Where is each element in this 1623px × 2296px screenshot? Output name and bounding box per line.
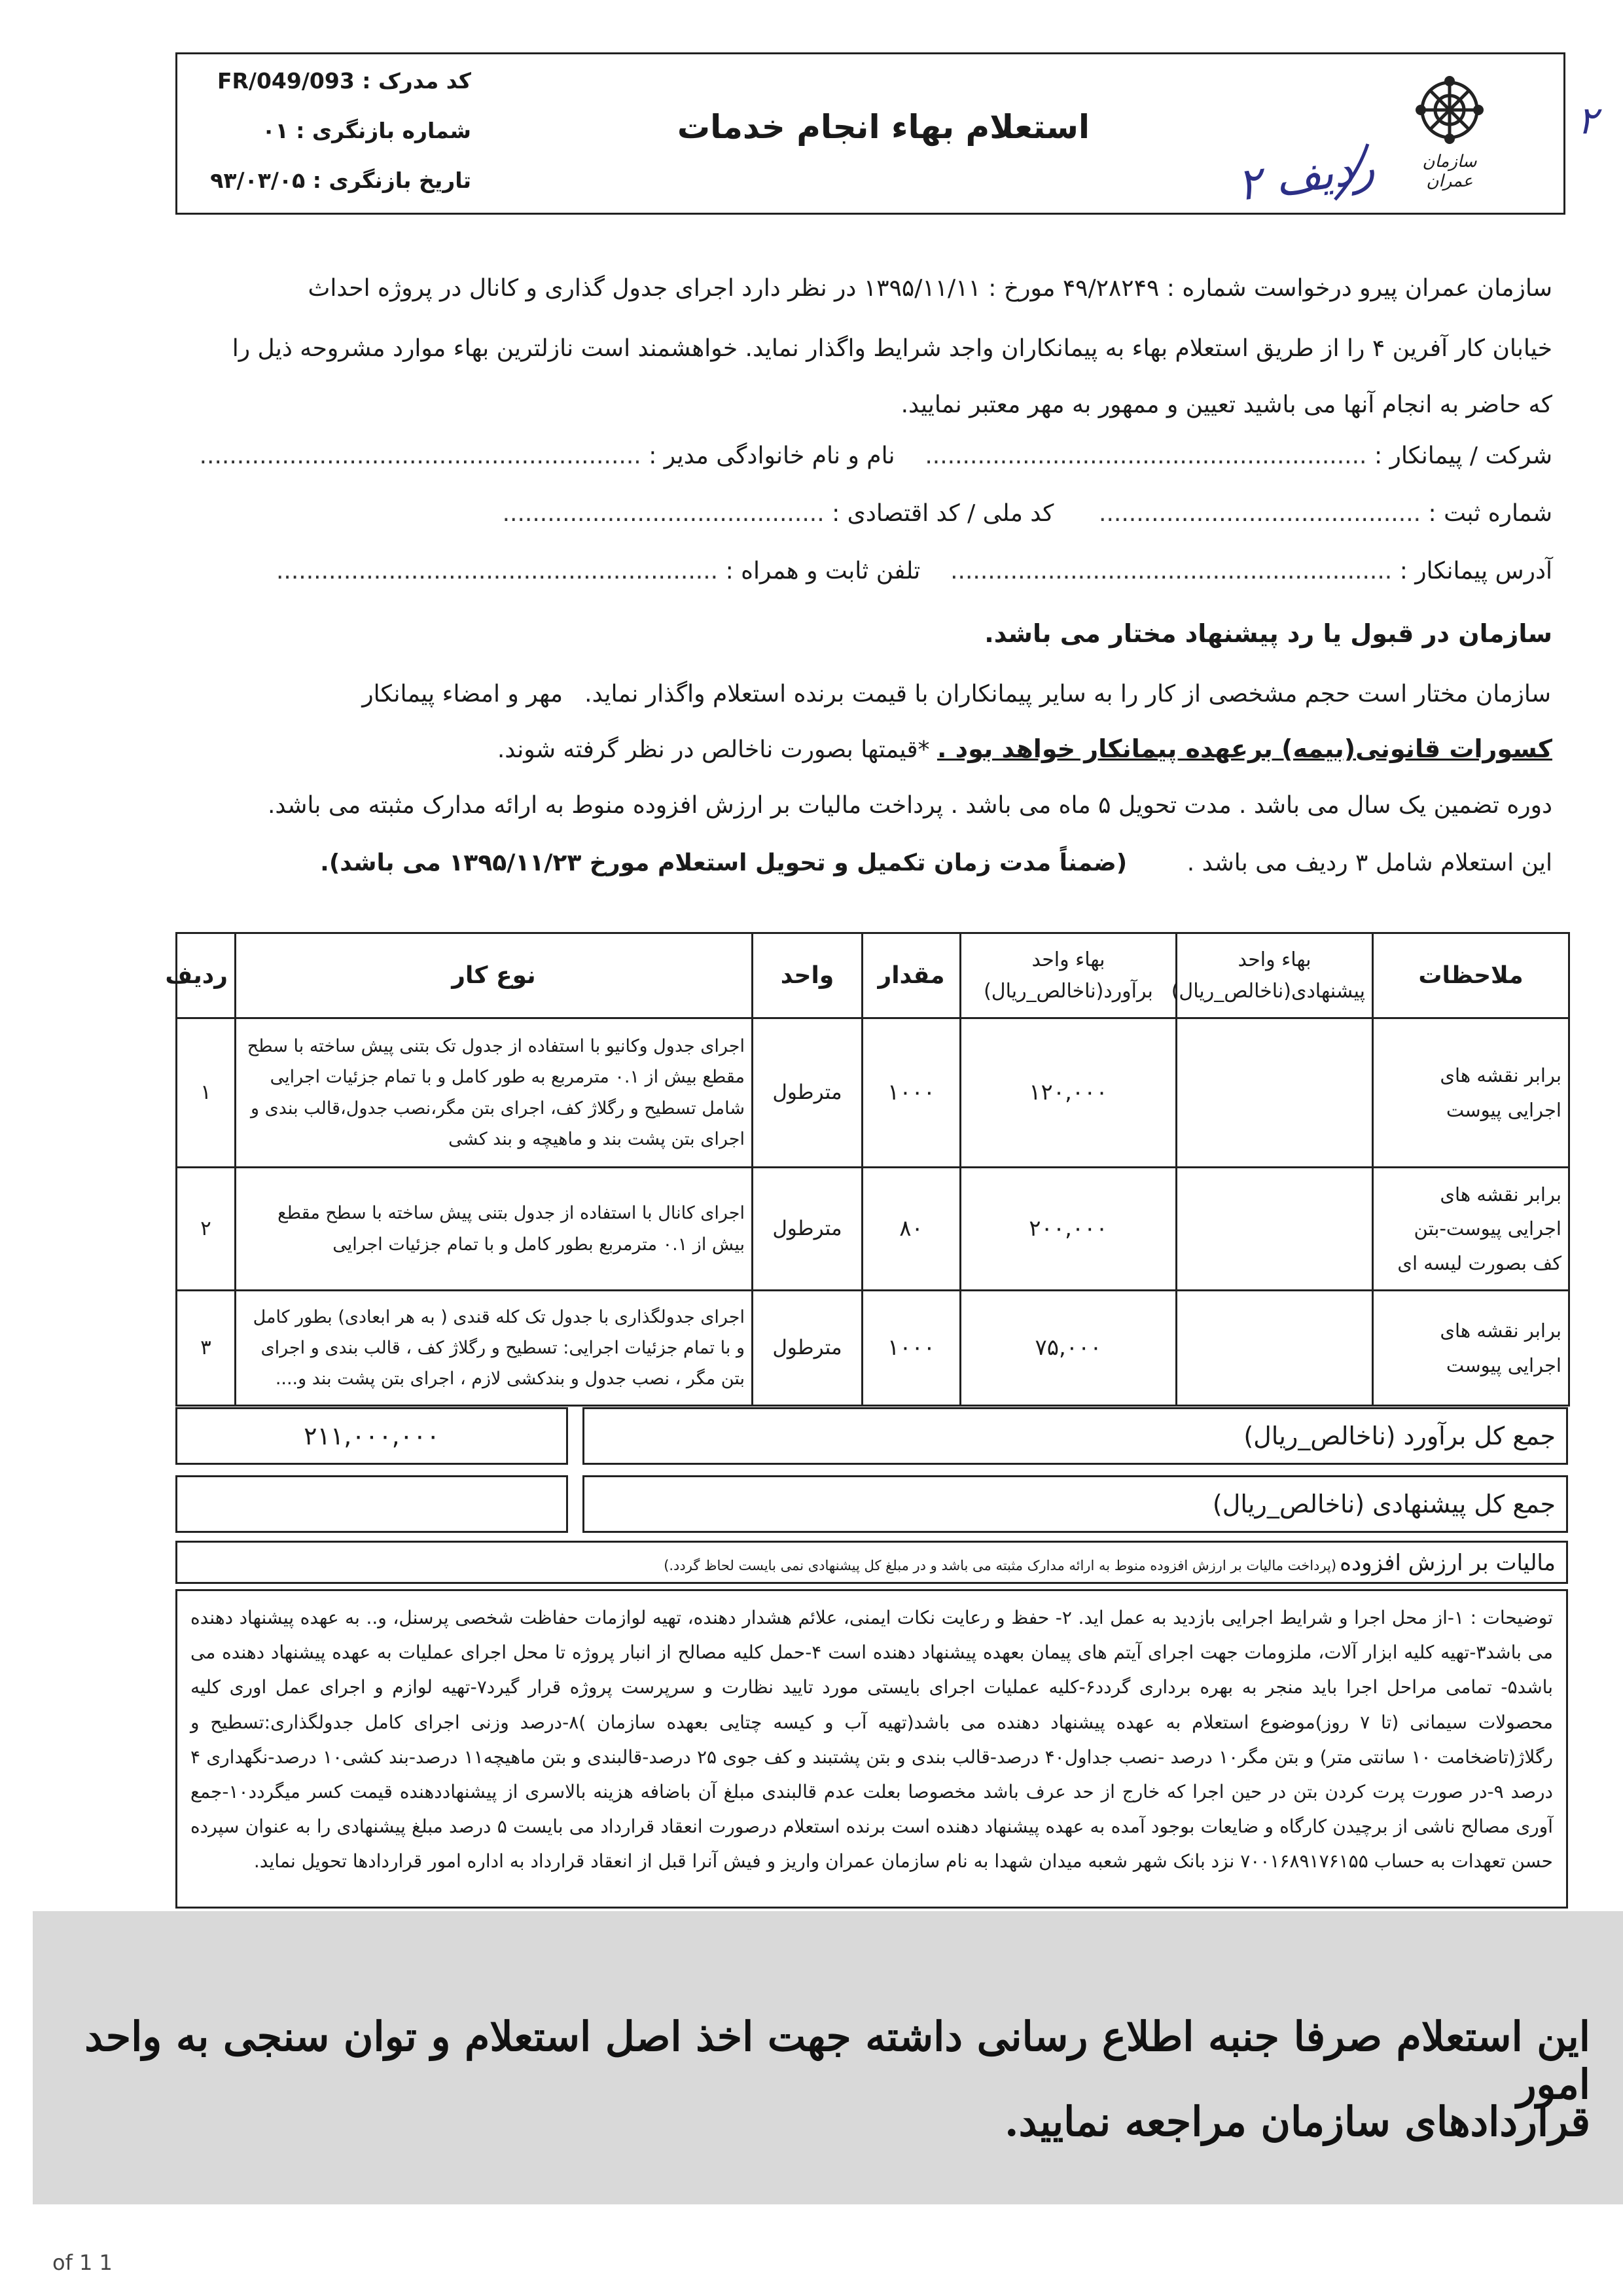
handwritten-corner-note: ۲ bbox=[1577, 98, 1598, 143]
deductions-bold: کسورات قانونی(بیمه) برعهده پیمانکار خواهد بود . bbox=[937, 734, 1552, 763]
phone-field[interactable]: ........................................................... bbox=[276, 558, 719, 584]
company-row bbox=[175, 442, 1552, 469]
table-row bbox=[177, 1168, 1569, 1291]
registration-field[interactable]: ........................................... bbox=[1099, 500, 1421, 527]
company-label: شرکت / پیمانکار : bbox=[1374, 442, 1552, 469]
revision-line bbox=[196, 118, 471, 143]
company-field[interactable]: ........................................................... bbox=[925, 442, 1367, 469]
accept-reject-clause: سازمان در قبول یا رد پیشنهاد مختار می باشد. bbox=[984, 619, 1552, 648]
rows-count-text: این استعلام شامل ۳ ردیف می باشد . bbox=[1186, 850, 1552, 876]
handwritten-row-note: ردیف ۲ bbox=[1234, 141, 1378, 212]
col-notes-header: ملاحظات bbox=[1373, 933, 1569, 1018]
logo-caption: سازمان عمران bbox=[1422, 152, 1477, 191]
revision-date-value: ۹۳/۰۳/۰۵ bbox=[210, 168, 306, 193]
row-est-price: ۲۰۰,۰۰۰ bbox=[961, 1168, 1177, 1291]
col-qty-header: مقدار bbox=[863, 933, 961, 1018]
total-offer-value[interactable] bbox=[175, 1475, 568, 1533]
table-header-row bbox=[177, 933, 1569, 1018]
items-table bbox=[165, 932, 1570, 1407]
address-field[interactable]: ........................................................... bbox=[950, 558, 1393, 584]
row-number: ۲ bbox=[177, 1168, 236, 1291]
phone-label: تلفن ثابت و همراه : bbox=[725, 558, 921, 584]
handwritten-stroke-icon bbox=[1322, 141, 1381, 206]
col-row-header: ردیف bbox=[177, 933, 236, 1018]
revision-value: ۰۱ bbox=[262, 118, 289, 143]
revision-date-label: تاریخ بازنگری : bbox=[312, 168, 471, 193]
row-unit: مترطول bbox=[753, 1168, 863, 1291]
row-est-price: ۷۵,۰۰۰ bbox=[961, 1291, 1177, 1406]
row-notes: برابر نقشه های اجرایی پیوست-بتن کف بصورت لیسه ای bbox=[1373, 1168, 1569, 1291]
intro-line-3: که حاضر به انجام آنها می باشید تعیین و ممهور به مهر معتبر نمایید. bbox=[901, 391, 1552, 418]
doc-code-label: کد مدرک : bbox=[362, 68, 471, 94]
col-offer-price-header: بهاء واحد پیشنهادی(ناخالص_ریال) bbox=[1177, 933, 1373, 1018]
document-title: استعلام بهاء انجام خدمات bbox=[677, 108, 1090, 146]
vat-row bbox=[175, 1541, 1568, 1584]
table-row bbox=[177, 1018, 1569, 1168]
guarantee-clause: دوره تضمین یک سال می باشد . مدت تحویل ۵ ماه می باشد . پرداخت مالیات بر ارزش افزوده منوط به ارائه مدارک مثبته می باشد. bbox=[267, 792, 1552, 819]
total-estimate-value: ۲۱۱,۰۰۰,۰۰۰ bbox=[175, 1407, 568, 1465]
revision-label: شماره بازنگری : bbox=[296, 118, 471, 143]
registration-label: شماره ثبت : bbox=[1428, 500, 1552, 527]
deadline-text: (ضمناً مدت زمان تکمیل و تحویل استعلام مورخ ۱۳۹۵/۱۱/۲۳ می باشد). bbox=[320, 850, 1128, 876]
row-est-price: ۱۲۰,۰۰۰ bbox=[961, 1018, 1177, 1168]
table-row bbox=[177, 1291, 1569, 1406]
row-number: ۱ bbox=[177, 1018, 236, 1168]
col-unit-header: واحد bbox=[753, 933, 863, 1018]
rows-count-clause bbox=[175, 850, 1552, 876]
row-number: ۳ bbox=[177, 1291, 236, 1406]
revision-date-line bbox=[196, 168, 471, 193]
doc-code-value: FR/049/093 bbox=[217, 68, 355, 94]
row-qty: ۸۰ bbox=[863, 1168, 961, 1291]
vat-note: (پرداخت مالیات بر ارزش افزوده منوط به ارائه مدارک مثبته می باشد و در مبلغ کل پیشنهادی نمی بایست لحاظ گردد.) bbox=[664, 1558, 1337, 1573]
national-id-label: کد ملی / کد اقتصادی : bbox=[832, 500, 1054, 527]
intro-line-2: خیابان کار آفرین ۴ را از طریق استعلام بهاء به پیمانکاران واجد شرایط واگذار نماید. خواهشمند است نازلترین بهاء موارد مشروحه ذیل را bbox=[232, 335, 1552, 362]
registration-row bbox=[175, 500, 1552, 527]
manager-label: نام و نام خانوادگی مدیر : bbox=[649, 442, 895, 469]
doc-code-line bbox=[196, 68, 471, 94]
address-label: آدرس پیمانکار : bbox=[1399, 558, 1552, 584]
row-qty: ۱۰۰۰ bbox=[863, 1291, 961, 1406]
row-offer-price[interactable] bbox=[1177, 1018, 1373, 1168]
intro-line-1: سازمان عمران پیرو درخواست شماره : ۴۹/۲۸۲۴۹ مورخ : ۱۳۹۵/۱۱/۱۱ در نظر دارد اجرای جدول گذاری و کانال در پروژه احداث bbox=[308, 275, 1552, 302]
total-offer-label: جمع کل پیشنهادی (ناخالص_ریال) bbox=[582, 1475, 1568, 1533]
row-offer-price[interactable] bbox=[1177, 1291, 1373, 1406]
manager-field[interactable]: ........................................................... bbox=[199, 442, 641, 469]
deductions-clause bbox=[175, 734, 1552, 763]
seal-signature-label: مهر و امضاء پیمانکار bbox=[362, 681, 563, 708]
page-number: of 1 1 bbox=[52, 2250, 113, 2275]
vat-label: مالیات بر ارزش افزوده bbox=[1340, 1550, 1556, 1576]
row-work: اجرای جدولگذاری با جدول تک کله قندی ( به هر ابعادی) بطور کامل و با تمام جزئیات اجرایی: تسطیح و رگلاژ کف ، قالب بندی و اجرای بتن مگر ، نصب جدول و بندکشی لازم ، اجرای بتن پشت بند و.... bbox=[236, 1291, 753, 1406]
row-offer-price[interactable] bbox=[1177, 1168, 1373, 1291]
national-id-field[interactable]: ........................................... bbox=[502, 500, 825, 527]
row-work: اجرای کانال با استفاده از جدول بتنی پیش ساخته با سطح مقطع بیش از ۰.۱ مترمربع بطور کامل و با تمام جزئیات اجرایی bbox=[236, 1168, 753, 1291]
notice-stamp-line-1: این استعلام صرفا جنبه اطلاع رسانی داشته جهت اخذ اصل استعلام و توان سنجی به واحد امور bbox=[84, 2013, 1590, 2108]
deductions-rest: *قیمتها بصورت ناخالص در نظر گرفته شوند. bbox=[497, 736, 930, 763]
row-unit: مترطول bbox=[753, 1291, 863, 1406]
row-unit: مترطول bbox=[753, 1018, 863, 1168]
allocation-clause: سازمان مختار است حجم مشخصی از کار را به سایر پیمانکاران با قیمت برنده استعلام واگذار نماید. bbox=[584, 681, 1551, 708]
col-work-header: نوع کار bbox=[236, 933, 753, 1018]
row-notes: برابر نقشه های اجرایی پیوست bbox=[1373, 1018, 1569, 1168]
row-work: اجرای جدول وکانیو با استفاده از جدول تک بتنی پیش ساخته با سطح مقطع بیش از ۰.۱ مترمربع به طور کامل و با تمام جزئیات اجرایی شامل تسطیح و رگلاژ کف، اجرای بتن مگر،نصب جدول،قالب بندی و اجرای بتن پشت بند و ماهیچه و بند کشی bbox=[236, 1018, 753, 1168]
total-estimate-label: جمع کل برآورد (ناخالص_ریال) bbox=[582, 1407, 1568, 1465]
col-est-price-header: بهاء واحد برآورد(ناخالص_ریال) bbox=[961, 933, 1177, 1018]
row-qty: ۱۰۰۰ bbox=[863, 1018, 961, 1168]
row-notes: برابر نقشه های اجرایی پیوست bbox=[1373, 1291, 1569, 1406]
address-row bbox=[175, 558, 1552, 584]
explanatory-notes: توضیحات : ۱-از محل اجرا و شرایط اجرایی بازدید به عمل اید. ۲- حفظ و رعایت نکات ایمنی، علائم هشدار دهنده، تهیه لوازمات حفاظت شخصی پرسنل، و.. به عهده پیشنهاد دهنده می باشد۳-تهیه کلیه ابزار آلات، ملزومات جهت اجرای آیتم های پیمان بعهده پیشنهاد دهنده است ۴-حمل کلیه مصالح از انبار پروژه تا محل اجرای عملیات به عهده پیشنهاد دهنده می باشد۵- تمامی مراحل اجرا باید منجر به بهره برداری گردد۶-کلیه عملیات اجرای بایستی مورد تایید نظارت و سرپرست پروژه قرار گیرد۷-تهیه لوازم و اجرای عمل اوری کلیه محصولات سیمانی (تا ۷ روز)موضوع استعلام به عهده پیشنهاد دهنده می باشد(تهیه آب و کیسه چتایی بعهده سازمان )۸-درصد وزنی اجرای کامل جدولگذاری:تسطیح و رگلاژ(تاضخامت ۱۰ سانتی متر) و بتن مگر۱۰ درصد -نصب جداول۴۰ درصد-قالب بندی و بتن پشتبند و کف جوی ۲۵ درصد-قالبندی و بتن ماهیچه۱۱ درصد-بند کشی۱۰ درصد-نگهداری ۴ درصد ۹-در صورت پرت کردن بتن در حین اجرا که خارج از حد عرف باشد مخصوصا بعلت عدم قالبندی مبلغ آن باضافه هزینه بالاسری از پیشنهاددهنده قیمت کسر میگردد۱۰-جمع آوری مصالح ناشی از برچیدن کارگاه و ضایعات بوجود آمده به عهده پیشنهاد دهنده است برنده استعلام درصورت انعقاد قرارداد می بایست ۵ درصد مبلغ پیشنهادی را به عنوان سپرده حسن تعهدات به حساب ۷۰۰۱۶۸۹۱۷۶۱۵۵ نزد بانک شهر شعبه میدان شهدا به نام سازمان عمران واریز و فیش آنرا قبل از انعقاد قرارداد به اداره امور قراردادها تحویل نماید. bbox=[175, 1589, 1568, 1909]
organization-logo bbox=[1400, 69, 1499, 191]
notice-stamp-line-2: قراردادهای سازمان مراجعه نمایید. bbox=[1005, 2098, 1590, 2145]
